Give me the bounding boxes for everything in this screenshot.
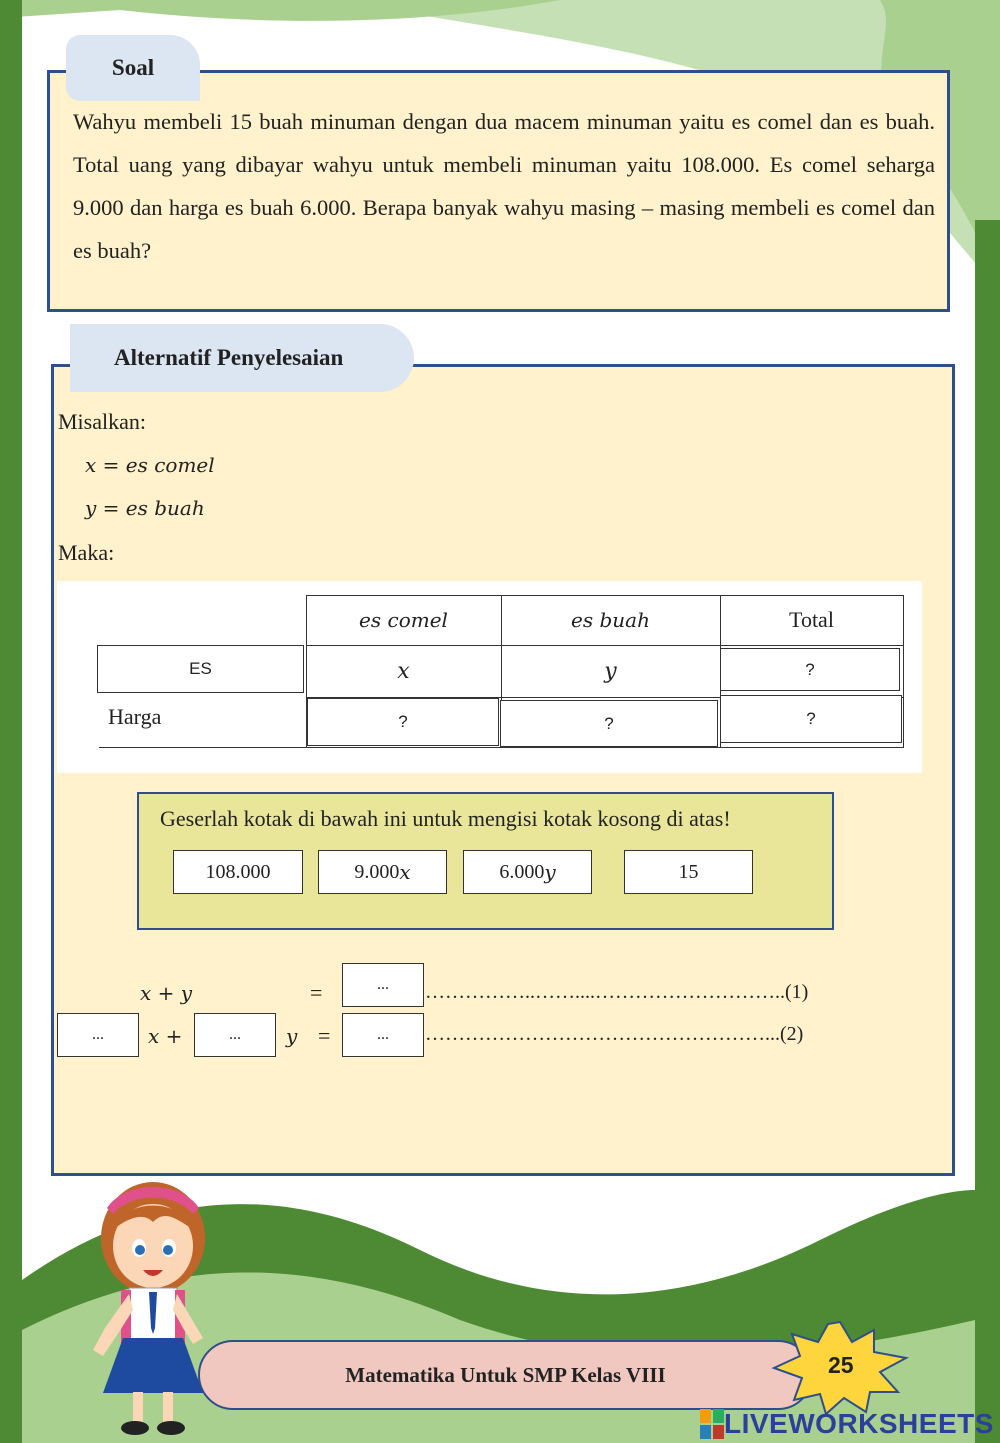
equation-2-dots: ……………………………………………...(2)	[425, 1023, 804, 1045]
equation-1-lhs: x + y	[140, 981, 193, 1005]
table-header-es-comel: es comel	[359, 608, 448, 632]
equation-2-x: x +	[148, 1024, 183, 1048]
equation-2-equals: =	[318, 1023, 331, 1048]
drop-target-eq2-rhs[interactable]: ...	[342, 1013, 424, 1057]
drop-target-eq1-rhs[interactable]: ...	[342, 963, 424, 1007]
drop-target-harga-es-buah[interactable]: ?	[500, 700, 718, 747]
drag-item-108000[interactable]: 108.000	[173, 850, 303, 894]
equation-1-equals: =	[310, 980, 323, 1005]
row-label-es: ES	[97, 645, 304, 693]
table-line	[903, 595, 904, 748]
equation-2-y: y	[286, 1024, 298, 1048]
drag-item-15[interactable]: 15	[624, 850, 753, 894]
liveworksheets-logo-icon	[700, 1409, 724, 1439]
liveworksheets-logo-text: LIVEWORKSHEETS	[724, 1408, 994, 1439]
table-header-es-buah: es buah	[571, 608, 650, 632]
misalkan-label: Misalkan:	[58, 409, 146, 434]
drop-target-harga-es-comel[interactable]: ?	[307, 698, 499, 746]
drop-target-eq2-coef-x[interactable]: ...	[57, 1013, 139, 1057]
table-cell-x: x	[397, 658, 410, 684]
variable-y-definition: y = es buah	[85, 496, 205, 520]
drag-instruction: Geserlah kotak di bawah ini untuk mengisi kotak kosong di atas!	[160, 806, 731, 831]
drop-target-harga-total[interactable]: ?	[720, 695, 902, 743]
drag-item-6000y[interactable]: 6.000 y	[463, 850, 592, 894]
drag-item-9000x[interactable]: 9.000 x	[318, 850, 447, 894]
soal-tab: Soal	[66, 35, 200, 101]
drop-target-es-total[interactable]: ?	[720, 648, 900, 691]
row-label-harga: Harga	[108, 704, 162, 729]
soal-text: Wahyu membeli 15 buah minuman dengan dua macem minuman yaitu es comel dan es buah. Total uang yang dibayar wahyu untuk membeli minuman yaitu 108.000. Es comel seharga 9.000 dan harga es buah 6.000. Berapa banyak wahyu masing – masing membeli es comel dan es buah?	[73, 109, 935, 263]
student-girl-illustration	[85, 1178, 220, 1443]
drop-target-eq2-coef-y[interactable]: ...	[194, 1013, 276, 1057]
table-cell-y: y	[604, 658, 617, 684]
variable-x-definition: x = es comel	[85, 453, 215, 477]
book-title-banner: Matematika Untuk SMP Kelas VIII	[198, 1340, 813, 1410]
liveworksheets-logo[interactable]	[700, 1407, 995, 1441]
maka-label: Maka:	[58, 540, 115, 565]
page-number: 25	[828, 1352, 854, 1378]
solution-tab: Alternatif Penyelesaian	[70, 324, 414, 392]
table-header-total: Total	[789, 607, 834, 632]
equation-1-dots: ……………..……....………………………..(1)	[425, 981, 809, 1003]
